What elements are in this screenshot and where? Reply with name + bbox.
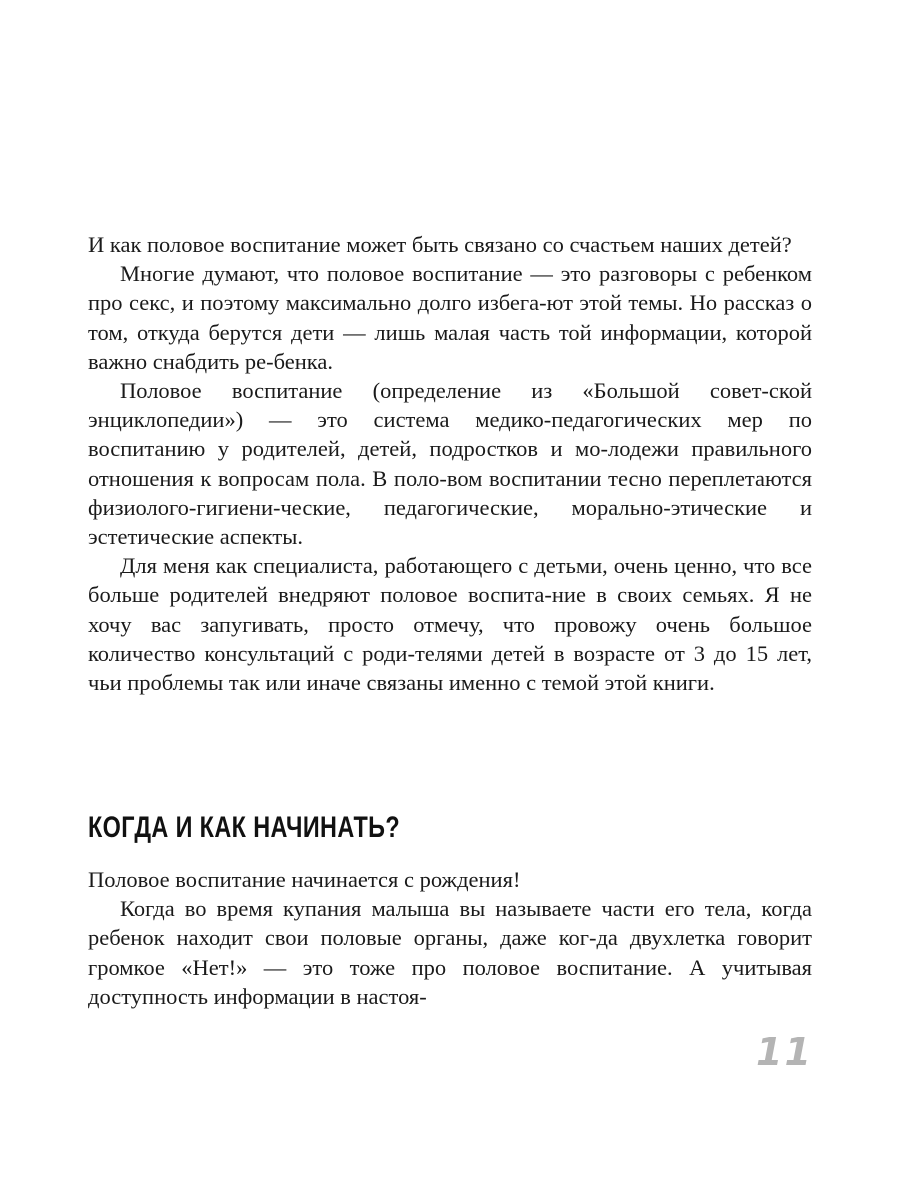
paragraph-bathing-example: Когда во время купания малыша вы называете части его тела, когда ребенок находит свои половые органы, даже ког-да двухлетка говорит громкое «Нет!» — это тоже про половое воспитание. А учитывая доступность информации в настоя- <box>88 896 812 1009</box>
paragraph-definition: Половое воспитание (определение из «Большой совет-ской энциклопедии») — это система медико-педагогических мер по воспитанию у родителей, детей, подростков и мо-лодежи правильного отношения к вопросам пола. В поло-вом воспитании тесно переплетаются физиолого-гигиени-ческие, педагогические, морально-этические и эстетические аспекты. <box>88 378 812 550</box>
paragraph-misconception: Многие думают, что половое воспитание — это разговоры с ребенком про секс, и поэтому максимально долго избега-ют этой темы. Но рассказ о том, откуда берутся дети — лишь малая часть той информации, которой важно снабдить ре-бенка. <box>88 261 812 374</box>
paragraph-continuation: И как половое воспитание может быть связано со счастьем наших детей? <box>88 232 792 257</box>
section-heading: КОГДА И КАК НАЧИНАТЬ? <box>88 811 401 844</box>
intro-text <box>88 230 812 697</box>
paragraph-from-birth: Половое воспитание начинается с рождения! <box>88 867 521 892</box>
section-text <box>88 865 812 1011</box>
paragraph-specialist-note: Для меня как специалиста, работающего с детьми, очень ценно, что все больше родителей внедряют половое воспита-ние в своих семьях. Я не хочу вас запугивать, просто отмечу, что провожу очень большое количество консультаций с роди-телями детей в возрасте от 3 до 15 лет, чьи проблемы так или иначе связаны именно с темой этой книги. <box>88 553 812 696</box>
page-number: 11 <box>756 1030 813 1074</box>
